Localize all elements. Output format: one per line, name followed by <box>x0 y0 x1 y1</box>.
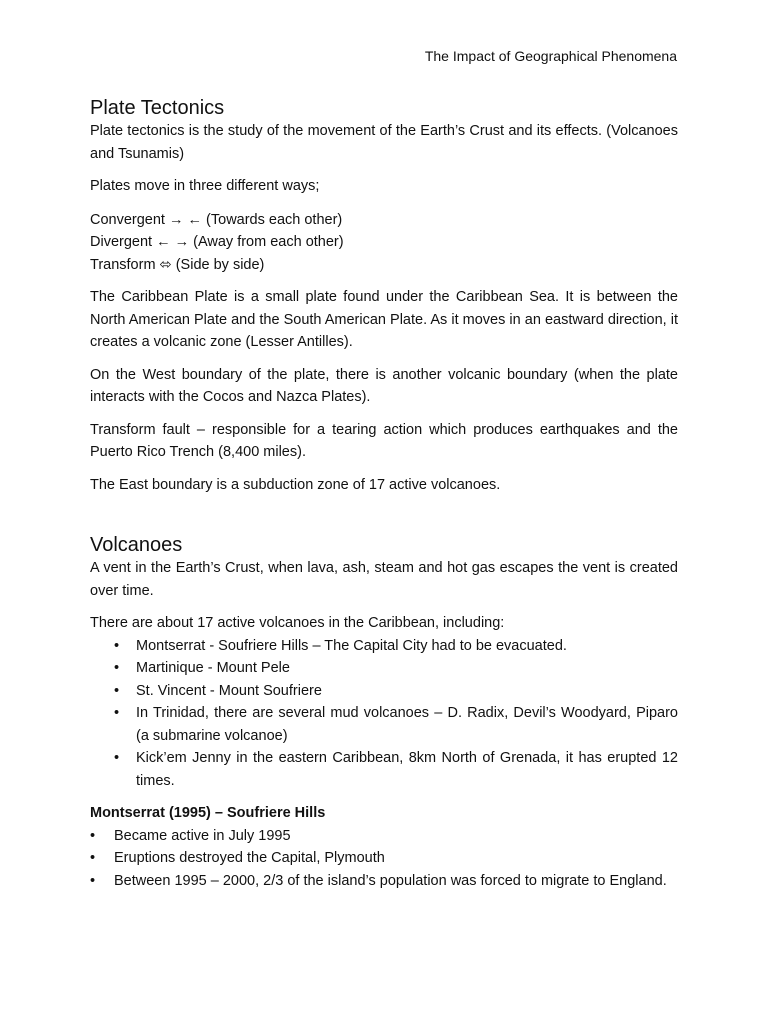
montserrat-list <box>90 825 678 893</box>
list-item: • Eruptions destroyed the Capital, Plymouth <box>90 847 678 870</box>
east-boundary-paragraph: The East boundary is a subduction zone of 17 active volcanoes. <box>90 476 501 493</box>
plates-move-text: Plates move in three different ways; <box>90 178 320 194</box>
active-volcanoes-intro: There are about 17 active volcanoes in the Caribbean, including: <box>90 615 505 631</box>
volcanoes-heading: Volcanoes <box>90 534 183 556</box>
bullet-icon: • <box>90 850 96 866</box>
transform-fault-paragraph: Transform fault – responsible for a tearing action which produces earthquakes and the Puerto Rico Trench (8,400 miles). <box>90 421 678 460</box>
bullet-icon: • <box>114 750 120 766</box>
caribbean-plate-paragraph: The Caribbean Plate is a small plate found under the Caribbean Sea. It is between the North American Plate and the South American Plate. As it moves in an eastward direction, it creates a volcanic zone (Lesser Antilles). <box>90 289 678 350</box>
bullet-icon: • <box>90 872 96 889</box>
bullet-icon: • <box>114 637 120 654</box>
list-item: • Montserrat - Soufriere Hills – The Capital City had to be evacuated. <box>90 635 678 658</box>
movement-types <box>90 209 678 277</box>
montserrat-subheading: Montserrat (1995) – Soufriere Hills <box>90 805 326 821</box>
list-item: • St. Vincent - Mount Soufriere <box>90 680 678 703</box>
list-item: • Kick’em Jenny in the eastern Caribbean, 8km North of Grenada, it has erupted 12 times. <box>90 747 678 792</box>
document-body <box>90 96 678 892</box>
movement-transform: Transform ⬄ (Side by side) <box>90 256 265 273</box>
list-item: • In Trinidad, there are several mud volcanoes – D. Radix, Devil’s Woodyard, Piparo (a submarine volcanoe) <box>90 702 678 747</box>
plate-tectonics-intro: Plate tectonics is the study of the movement of the Earth’s Crust and its effects. (Volcanoes and Tsunamis) <box>90 123 678 162</box>
list-item: • Between 1995 – 2000, 2/3 of the island’s population was forced to migrate to England. <box>90 870 678 893</box>
list-item: • Martinique - Mount Pele <box>90 657 678 680</box>
bullet-icon: • <box>114 705 120 721</box>
plate-tectonics-heading: Plate Tectonics <box>90 97 225 119</box>
bullet-icon: • <box>114 660 120 676</box>
movement-convergent: Convergent → ← (Towards each other) <box>90 211 343 228</box>
list-item: • Became active in July 1995 <box>90 825 678 848</box>
bullet-icon: • <box>90 827 96 844</box>
movement-divergent: Divergent ← → (Away from each other) <box>90 234 344 250</box>
volcano-definition: A vent in the Earth’s Crust, when lava, ash, steam and hot gas escapes the vent is created over time. <box>90 560 678 599</box>
page-header: The Impact of Geographical Phenomena <box>424 48 677 64</box>
bullet-icon: • <box>114 682 120 699</box>
west-boundary-paragraph: On the West boundary of the plate, there is another volcanic boundary (when the plate interacts with the Cocos and Nazca Plates). <box>90 366 678 405</box>
volcano-list <box>90 635 678 793</box>
